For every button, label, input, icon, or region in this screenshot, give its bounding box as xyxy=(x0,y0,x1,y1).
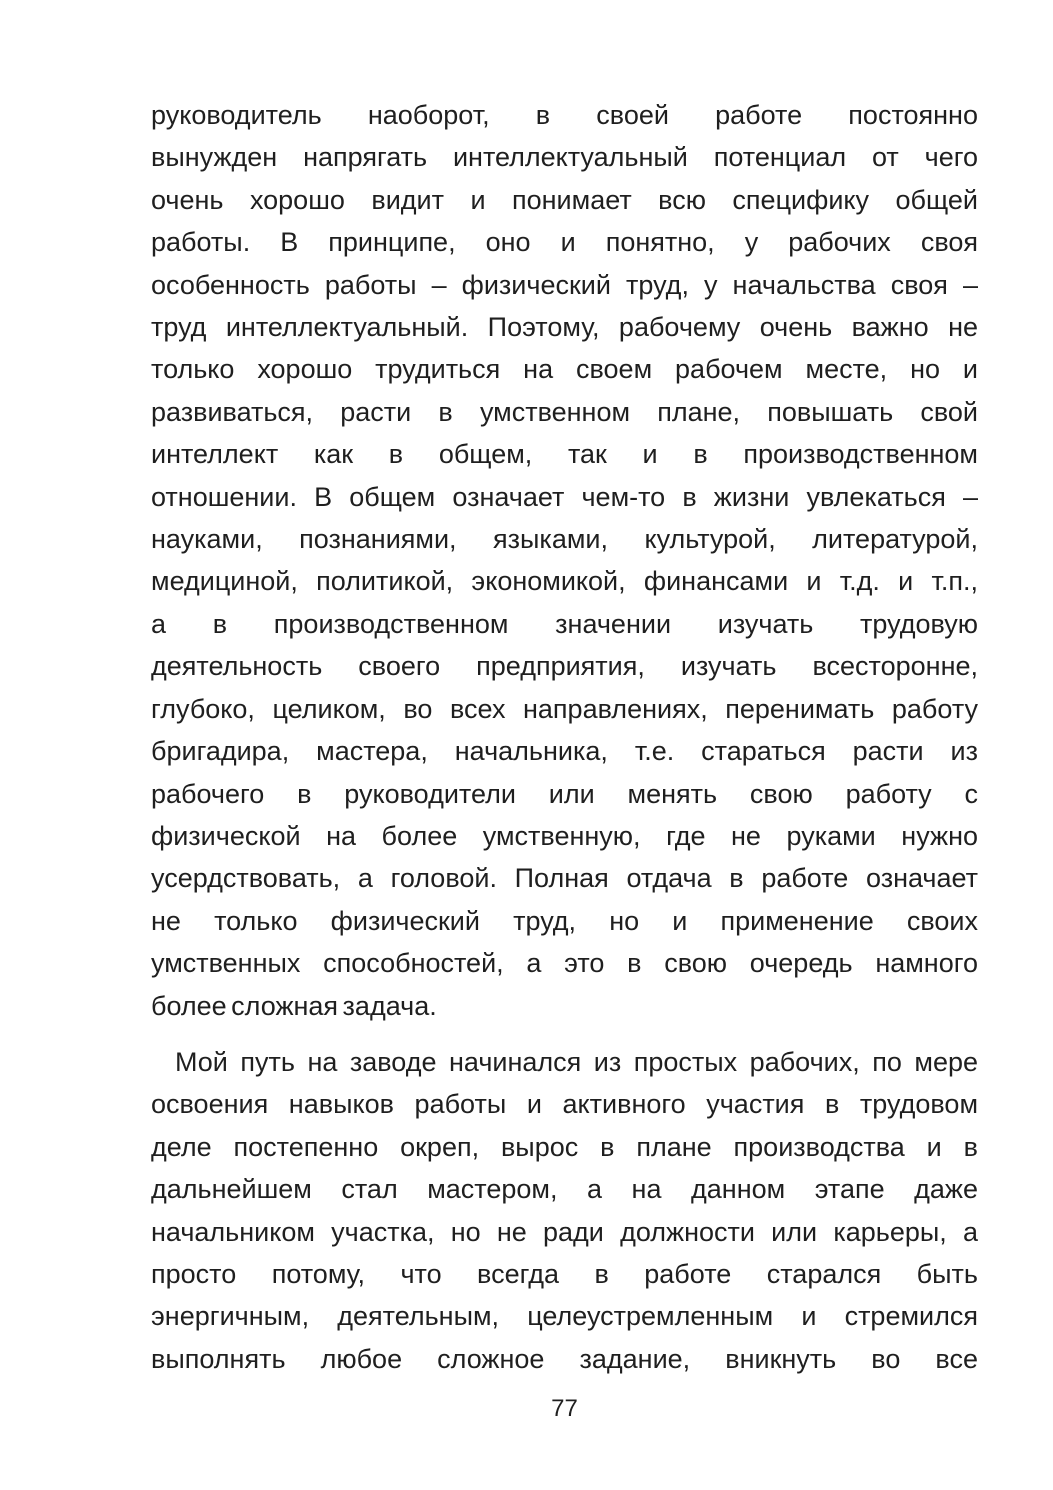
text-line: интеллект как в общем, так и в производственном xyxy=(151,439,978,470)
text-line: не только физический труд, но и применение своих xyxy=(151,905,978,936)
text-line: умственных способностей, а это в свою очередь намного xyxy=(151,948,978,979)
text-line: особенность работы – физический труд, у начальства своя – xyxy=(151,269,978,300)
text-line: физической на более умственную, где не руками нужно xyxy=(151,820,978,851)
text-line: медициной, политикой, экономикой, финансами и т.д. и т.п., xyxy=(151,566,978,597)
text-line: руководитель наоборот, в своей работе постоянно xyxy=(151,100,978,130)
text-line: Мой путь на заводе начинался из простых рабочих, по мере xyxy=(175,1046,978,1077)
text-line: глубоко, целиком, во всех направлениях, перенимать работу xyxy=(151,693,978,724)
page-number: 77 xyxy=(551,1395,578,1422)
paragraph xyxy=(151,94,978,1027)
text-line: труд интеллектуальный. Поэтому, рабочему очень важно не xyxy=(151,312,978,343)
text-line: деле постепенно окреп, вырос в плане производства и в xyxy=(151,1131,978,1162)
text-line: деятельность своего предприятия, изучать всесторонне, xyxy=(151,651,978,682)
text-line: дальнейшем стал мастером, а на данном этапе даже xyxy=(151,1174,978,1205)
text-line: а в производственном значении изучать трудовую xyxy=(151,608,978,639)
text-line: развиваться, расти в умственном плане, повышать свой xyxy=(151,396,978,427)
text-line: энергичным, деятельным, целеустремленным и стремился xyxy=(151,1301,978,1332)
text-line: усердствовать, а головой. Полная отдача в работе означает xyxy=(151,863,978,894)
text-line: работы. В принципе, оно и понятно, у рабочих своя xyxy=(151,227,978,258)
text-line: выполнять любое сложное задание, вникнуть во все xyxy=(151,1343,978,1374)
text-line: более сложная задача. xyxy=(151,990,437,1021)
text-line: рабочего в руководители или менять свою работу с xyxy=(151,778,978,809)
text-line: бригадира, мастера, начальника, т.е. стараться расти из xyxy=(151,736,978,767)
text-line: начальником участка, но не ради должности или карьеры, а xyxy=(151,1216,978,1247)
text-line: освоения навыков работы и активного участия в трудовом xyxy=(151,1089,978,1120)
text-line: просто потому, что всегда в работе старался быть xyxy=(151,1258,978,1289)
text-line: только хорошо трудиться на своем рабочем месте, но и xyxy=(151,354,978,385)
text-line: вынужден напрягать интеллектуальный потенциал от чего xyxy=(151,142,978,173)
paragraph xyxy=(151,1041,978,1380)
text-line: отношении. В общем означает чем-то в жизни увлекаться – xyxy=(151,481,978,512)
text-block xyxy=(151,94,978,1380)
text-line: науками, познаниями, языками, культурой, литературой, xyxy=(151,524,978,555)
text-line: очень хорошо видит и понимает всю специфику общей xyxy=(151,184,978,215)
